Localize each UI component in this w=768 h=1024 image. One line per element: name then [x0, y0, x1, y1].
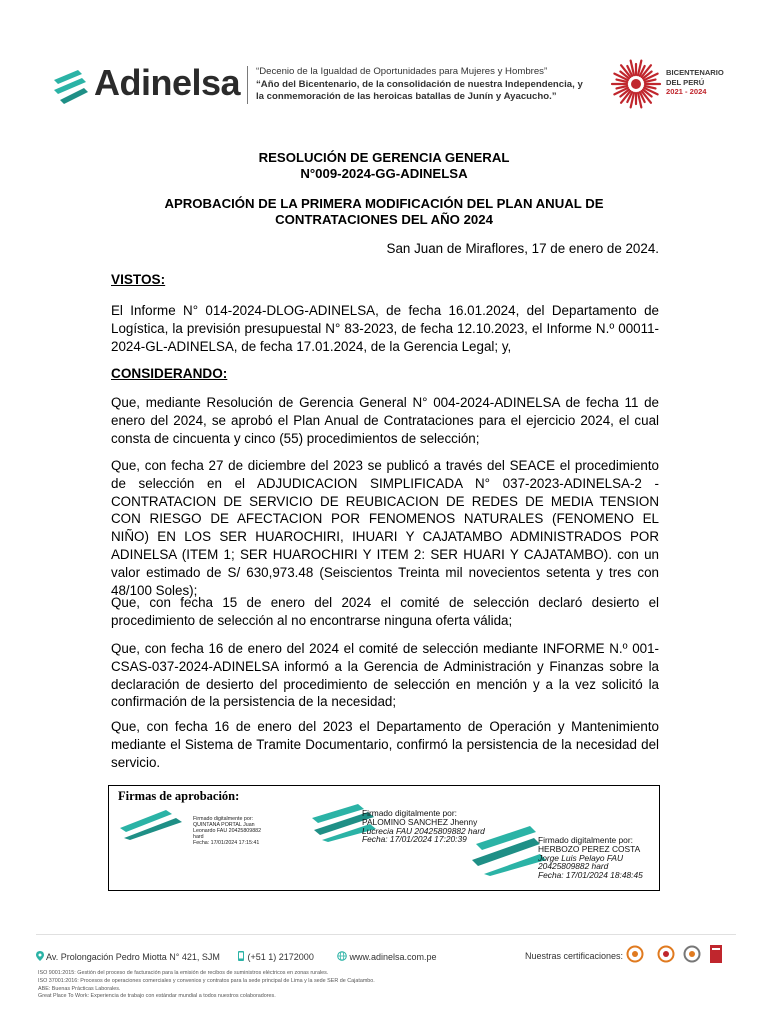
header-divider [247, 66, 248, 104]
footer-legal-line-1: ISO 9001:2015: Gestión del proceso de facturación para la emisión de recibos de suministros eléctricos en zonas rurales. [38, 970, 329, 976]
footer-website-text[interactable]: www.adinelsa.com.pe [349, 952, 437, 962]
considerando-paragraph-1: Que, mediante Resolución de Gerencia General N° 004-2024-ADINELSA de fecha 11 de enero del 2024, se aprobó el Plan Anual de Contrataciones para el ejercicio 2024, el cual consta de cincuenta y cinco (55) procedimientos de selección; [111, 395, 659, 446]
footer-legal-line-4: Great Place To Work: Experiencia de trabajo con estándar mundial a todos nuestros colaboradores. [38, 993, 276, 1000]
signature-1-line-4: hard [193, 834, 204, 840]
resolution-number: N°009-2024-GG-ADINELSA [300, 166, 468, 181]
quote-line-2: “Año del Bicentenario, de la consolidación de nuestra Independencia, y [256, 78, 583, 90]
signature-2-line-2: PALOMINO SANCHEZ Jhenny [362, 816, 478, 827]
bicentenario-seal-icon [610, 58, 662, 110]
signature-3-line-5: Fecha: 17/01/2024 18:48:45 [538, 870, 643, 881]
signature-1-line-3: Leonardo FAU 20425809882 [193, 828, 262, 834]
footer-address [36, 951, 220, 962]
certifications-badges-icon [626, 944, 726, 966]
considerando-paragraph-3: Que, con fecha 15 de enero del 2024 el comité de selección declaró desierto el procedimiento de selección al no encontrarse ninguna oferta válida; [111, 595, 659, 628]
signature-box-title: Firmas de aprobación: [118, 789, 240, 803]
vistos-heading: VISTOS: [111, 272, 166, 287]
signature-3-text [538, 836, 643, 880]
footer-website[interactable] [337, 951, 437, 962]
document-date: San Juan de Miraflores, 17 de enero de 2024. [386, 241, 659, 256]
signature-3-line-1: Firmado digitalmente por: [538, 835, 633, 845]
bicentenario-text [666, 68, 724, 97]
signature-1-line-1: Firmado digitalmente por: [193, 816, 254, 822]
header-quote [256, 66, 583, 104]
signature-1-logo-icon [118, 806, 194, 840]
footer-legal-line-3: ABE: Buenas Prácticas Laborales. [38, 985, 121, 992]
signature-3-line-4: 20425809882 hard [538, 861, 609, 872]
signature-2-line-3: Lucrecia FAU 20425809882 hard [362, 825, 485, 836]
signature-1-text [193, 816, 261, 846]
phone-icon [237, 951, 245, 961]
adinelsa-logo [52, 62, 242, 106]
location-pin-icon [36, 951, 44, 961]
considerando-paragraph-5: Que, con fecha 16 de enero del 2023 el Departamento de Operación y Mantenimiento mediante el Sistema de Tramite Documentario, confirmó la persistencia de la necesidad del servicio. [111, 719, 659, 770]
signature-3-line-2: HERBOZO PEREZ COSTA [538, 843, 641, 854]
quote-line-3: la conmemoración de las heroicas batallas de Junín y Ayacucho.” [256, 91, 557, 102]
footer-phone [237, 951, 314, 962]
considerando-paragraph-4: Que, con fecha 16 de enero del 2024 el comité de selección mediante INFORME N.º 001-CSAS-037-2024-ADINELSA informó a la Gerencia de Administración y Finanzas sobre la declaración de desierto del procedimiento de selección en mención y a la vez solicitó la confirmación de la persistencia de la necesidad; [111, 641, 659, 710]
quote-line-1: “Decenio de la Igualdad de Oportunidades para Mujeres y Hombres” [256, 66, 548, 77]
vistos-paragraph: El Informe N° 014-2024-DLOG-ADINELSA, de fecha 16.01.2024, del Departamento de Logística, la previsión presupuestal N° 83-2023, de fecha 12.10.2023, el Informe N.º 00011-2024-GL-ADINELSA, de fecha 17.01.2024, de la Gerencia Legal; y, [111, 303, 659, 354]
footer-phone-text: (+51 1) 2172000 [247, 952, 314, 962]
signature-3-line-3: Jorge Luis Pelayo FAU [538, 852, 624, 863]
footer-legal-line-2: ISO 37001:2016: Procesos de operaciones comerciales y convenios y contratos para la sede principal de Lima y la sede SER de Cajatambo. [38, 977, 375, 984]
footer-divider [36, 934, 736, 935]
footer-certs-label: Nuestras certificaciones: [525, 951, 624, 961]
globe-icon [337, 951, 347, 961]
signature-2-line-4: Fecha: 17/01/2024 17:20:39 [362, 834, 467, 845]
subject-line-1: APROBACIÓN DE LA PRIMERA MODIFICACIÓN DEL PLAN ANUAL DE [164, 196, 604, 211]
signature-2-text [362, 809, 485, 844]
resolution-title: RESOLUCIÓN DE GERENCIA GENERAL [258, 150, 510, 165]
signature-2-line-1: Firmado digitalmente por: [362, 808, 457, 818]
subject-line-2: CONTRATACIONES DEL AÑO 2024 [275, 212, 493, 227]
footer-legal [38, 970, 375, 1001]
adinelsa-logo-icon [52, 66, 92, 106]
bicentenario-years: 2021 - 2024 [666, 87, 707, 97]
considerando-paragraph-2: Que, con fecha 27 de diciembre del 2023 se publicó a través del SEACE el procedimiento de selección en el ADJUDICACION SIMPLIFICADA N° 037-2023-ADINELSA-2 - CONTRATACION DE SERVICIO DE REUBICACION DE REDES DE MEDIA TENSION CON RIESGO DE AFECTACION POR FENOMENOS NATURALES (FENOMENO EL NIÑO) EN LOS SER HUAROCHIRI, IHUARI Y CAJATAMBO ADMINISTRADOS POR ADINELSA (ITEM 1; SER HUAROCHIRI Y ITEM 2: SER HUARI Y CAJATAMBO). con un valor estimado de S/ 630,973.48 (Seiscientos Treinta mil novecientos setenta y tres con 48/100 Soles); [111, 458, 659, 598]
considerando-heading: CONSIDERANDO: [111, 366, 228, 381]
bicentenario-line-1: BICENTENARIO [666, 68, 724, 77]
footer-address-text: Av. Prolongación Pedro Miotta N° 421, SJM [46, 952, 220, 962]
logo-text: Adinelsa [94, 62, 241, 103]
bicentenario-line-2: DEL PERÚ [666, 77, 705, 87]
signature-1-line-5: Fecha: 17/01/2024 17:15:41 [193, 840, 260, 846]
signature-1-line-2: QUINTANA PORTAL Juan [193, 822, 255, 828]
